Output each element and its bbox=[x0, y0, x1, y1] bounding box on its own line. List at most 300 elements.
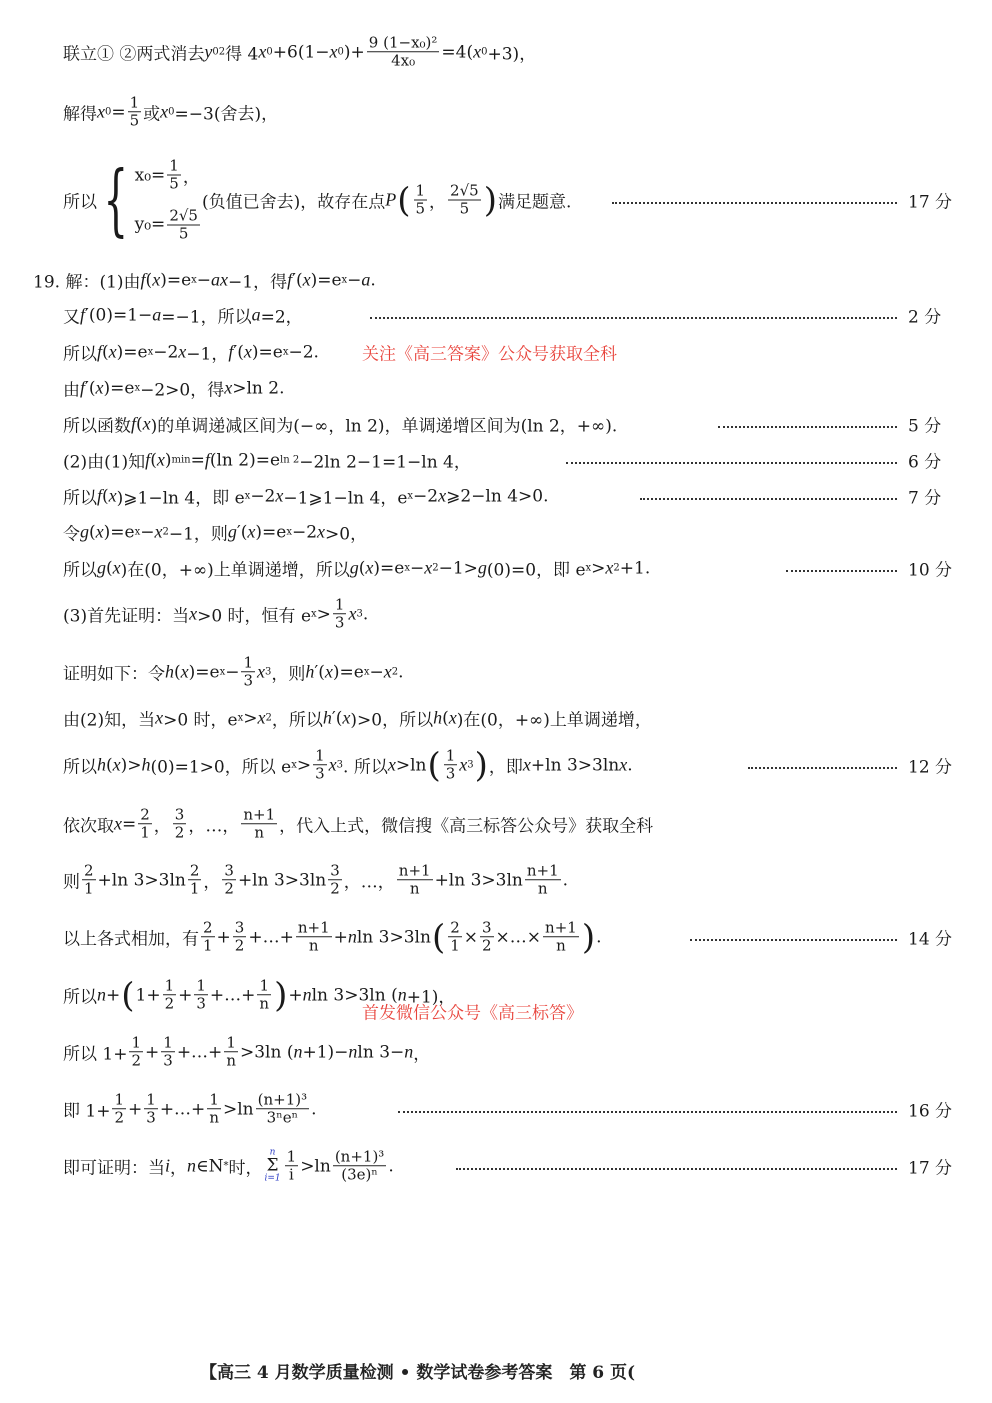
text-run: (3)首先证明：当 bbox=[63, 606, 190, 627]
text-run: 解得 bbox=[63, 104, 97, 125]
denominator: n bbox=[259, 994, 270, 1013]
watermark-text: 关注《高三答案》公众号获取全科 bbox=[362, 344, 617, 365]
superscript: x bbox=[219, 666, 226, 677]
denominator: n bbox=[226, 1051, 236, 1070]
math-variable: x bbox=[224, 377, 233, 398]
math-variable: x bbox=[317, 521, 326, 542]
denominator: 1 bbox=[189, 879, 200, 898]
superscript: x bbox=[407, 490, 414, 501]
dotted-leader bbox=[456, 1168, 897, 1170]
fraction bbox=[313, 747, 327, 783]
superscript: x bbox=[244, 490, 251, 501]
text-run: > bbox=[296, 755, 312, 775]
text-run: ( bbox=[102, 342, 109, 362]
fraction bbox=[257, 977, 271, 1013]
math-variable: g bbox=[477, 557, 487, 578]
denominator: n bbox=[537, 879, 548, 898]
numerator: 1 bbox=[163, 1033, 173, 1052]
fraction bbox=[241, 654, 255, 690]
text-run: − bbox=[409, 558, 425, 578]
numerator: 2 bbox=[189, 861, 200, 880]
text-run: )=e bbox=[251, 342, 283, 362]
fraction bbox=[167, 207, 200, 243]
text-run: 由 bbox=[63, 380, 80, 401]
text-run: (负值已舍去)，故存在点 bbox=[201, 192, 386, 213]
text-run: ， bbox=[203, 872, 221, 893]
subscript: 0 bbox=[266, 46, 273, 57]
fraction bbox=[163, 977, 177, 1013]
watermark-text: 首发微信公众号《高三标答》 bbox=[362, 1003, 583, 1024]
text-run: )+ bbox=[343, 42, 365, 62]
text-run: )=e bbox=[160, 270, 192, 290]
math-variable: a bbox=[152, 304, 162, 325]
fraction bbox=[161, 1034, 175, 1070]
solution-line bbox=[63, 1034, 430, 1070]
denominator: 1 bbox=[203, 936, 213, 955]
text-run: )> bbox=[120, 755, 142, 775]
solution-line bbox=[63, 706, 652, 731]
dotted-leader bbox=[748, 767, 897, 769]
math-variable: x bbox=[329, 41, 338, 62]
text-run: 又 bbox=[63, 307, 80, 328]
text-run: (2)由(1)知 bbox=[63, 452, 146, 473]
dotted-leader bbox=[398, 1111, 897, 1113]
superscript: x bbox=[311, 608, 317, 619]
text-run: 则 bbox=[63, 872, 80, 893]
numerator: 1 bbox=[146, 1090, 156, 1109]
math-variable: x bbox=[156, 449, 165, 470]
text-run: )=e bbox=[255, 522, 287, 542]
numerator: 2 bbox=[140, 805, 150, 824]
math-variable: f bbox=[80, 377, 86, 398]
text-run: )在(0，+∞)上单调递增， bbox=[456, 710, 652, 731]
score-label: 14 分 bbox=[908, 929, 953, 950]
text-run: +ln 3>3ln bbox=[530, 755, 620, 775]
text-run: ，代入上式，微信搜《高三标答公众号》获取全科 bbox=[279, 816, 654, 837]
numerator: 1 bbox=[415, 181, 426, 200]
system-row bbox=[135, 158, 202, 194]
denominator: 3ⁿeⁿ bbox=[266, 1108, 299, 1127]
text-run: =4( bbox=[441, 42, 474, 62]
system-row bbox=[135, 207, 202, 243]
math-variable: x bbox=[152, 269, 161, 290]
text-run: ′( bbox=[292, 270, 303, 290]
dotted-leader bbox=[786, 570, 897, 572]
numerator: 3 bbox=[224, 861, 234, 880]
text-run: > bbox=[591, 558, 606, 578]
fraction bbox=[82, 862, 96, 898]
text-run: . bbox=[596, 927, 602, 947]
superscript: 2 bbox=[432, 562, 439, 573]
math-variable: x bbox=[155, 707, 164, 728]
numerator: 1 bbox=[196, 976, 206, 995]
text-run: =2， bbox=[260, 307, 303, 328]
solution-line bbox=[63, 556, 650, 581]
text-run: . bbox=[562, 870, 569, 890]
summation bbox=[264, 1149, 280, 1184]
numerator: 1 bbox=[114, 1090, 125, 1109]
fraction bbox=[144, 1091, 158, 1127]
math-variable: x bbox=[114, 813, 122, 834]
text-run: )=e bbox=[116, 342, 148, 362]
math-variable: f bbox=[287, 269, 293, 290]
math-variable: x bbox=[112, 557, 121, 578]
fraction bbox=[138, 806, 152, 842]
math-variable: x bbox=[473, 41, 482, 62]
text-run: 联立① ②两式消去 bbox=[63, 44, 205, 65]
text-run: y₀= bbox=[134, 214, 166, 235]
text-run: )在(0，+∞)上单调递增，所以 bbox=[120, 560, 350, 581]
numerator: 9 (1−x₀)² bbox=[368, 33, 438, 52]
subscript: 0 bbox=[105, 106, 112, 117]
text-run: (0)=0，即 e bbox=[486, 560, 586, 581]
superscript: x bbox=[147, 346, 154, 357]
superscript: 2 bbox=[613, 562, 620, 573]
text-run: −1，得 bbox=[228, 272, 288, 293]
math-variable: g bbox=[227, 521, 237, 542]
bracket: ) bbox=[581, 917, 596, 957]
numerator: 3 bbox=[330, 861, 340, 880]
text-run: . bbox=[388, 1156, 394, 1176]
superscript: x bbox=[191, 274, 197, 285]
denominator: 2 bbox=[164, 994, 175, 1013]
numerator: n+1 bbox=[545, 918, 577, 937]
text-run: x₀= bbox=[134, 165, 166, 186]
text-run: )的单调递减区间为(−∞，ln 2)，单调递增区间为(ln 2，+∞). bbox=[150, 416, 618, 437]
math-variable: x bbox=[108, 341, 117, 362]
text-run: )=e bbox=[373, 558, 405, 578]
numerator: 2√5 bbox=[169, 206, 198, 224]
math-variable: x bbox=[324, 661, 333, 682]
solution-line bbox=[63, 376, 284, 401]
fraction bbox=[173, 806, 187, 842]
numerator: 2√5 bbox=[450, 181, 479, 200]
math-variable: n bbox=[397, 984, 407, 1005]
text-run: >ln bbox=[300, 1156, 331, 1176]
text-run: ( bbox=[174, 662, 181, 682]
equation-system bbox=[97, 155, 202, 245]
fraction bbox=[194, 977, 208, 1013]
numerator: n+1 bbox=[297, 918, 330, 937]
math-variable: h bbox=[433, 707, 443, 728]
page-footer: 【高三 4 月数学质量检测 • 数学试卷参考答案 第 6 页( bbox=[200, 1363, 636, 1383]
text-run: . bbox=[398, 662, 404, 682]
fraction bbox=[444, 747, 458, 783]
text-run: 由(2)知，当 bbox=[63, 710, 156, 731]
fraction bbox=[207, 1091, 221, 1127]
denominator: 2 bbox=[174, 823, 185, 842]
fraction bbox=[414, 182, 428, 218]
fraction bbox=[448, 919, 462, 955]
text-run: − bbox=[225, 662, 240, 682]
text-run: + bbox=[106, 985, 121, 1005]
numerator: 1 bbox=[243, 653, 254, 672]
numerator: 1 bbox=[445, 746, 456, 765]
math-variable: x bbox=[387, 754, 396, 775]
math-variable: a bbox=[251, 304, 261, 325]
text-run: + bbox=[145, 1042, 160, 1062]
score-label: 17 分 bbox=[908, 192, 953, 213]
score-label: 10 分 bbox=[908, 560, 953, 581]
text-run: ′( bbox=[233, 342, 244, 362]
denominator: n bbox=[308, 936, 319, 955]
text-run: +6(1− bbox=[272, 42, 330, 62]
text-run: =−1，所以 bbox=[161, 307, 252, 328]
text-run: ( bbox=[106, 558, 113, 578]
math-variable: P bbox=[385, 189, 397, 210]
math-variable: f bbox=[228, 341, 234, 362]
math-variable: h bbox=[322, 707, 332, 728]
denominator: 1 bbox=[84, 879, 94, 898]
denominator: 3 bbox=[196, 994, 206, 1013]
math-variable: x bbox=[247, 521, 256, 542]
math-variable: f bbox=[145, 449, 151, 470]
sum-lower: i=1 bbox=[264, 1173, 281, 1184]
text-run: +ln 3>3ln bbox=[434, 870, 523, 890]
subscript: min bbox=[171, 454, 191, 465]
fraction bbox=[397, 862, 433, 898]
numerator: (n+1)³ bbox=[257, 1090, 308, 1109]
text-run: −1⩾1−ln 4，e bbox=[283, 488, 408, 509]
text-run: . bbox=[311, 1099, 317, 1119]
math-variable: x bbox=[95, 521, 104, 542]
text-run: ，…， bbox=[343, 872, 395, 893]
superscript: 2 bbox=[218, 46, 226, 57]
solution-line bbox=[63, 1148, 394, 1184]
math-variable: x bbox=[178, 341, 187, 362]
denominator: 5 bbox=[129, 111, 140, 130]
text-run: −1， bbox=[186, 344, 229, 365]
denominator: 5 bbox=[415, 199, 426, 218]
math-variable: x bbox=[243, 341, 252, 362]
math-variable: x bbox=[180, 661, 189, 682]
numerator: 1 bbox=[164, 976, 175, 995]
numerator: 1 bbox=[334, 595, 345, 614]
denominator: (3e)ⁿ bbox=[341, 1165, 378, 1184]
text-run: −2. bbox=[288, 342, 319, 362]
text-run: −1> bbox=[438, 558, 478, 578]
text-run: )=e bbox=[310, 270, 342, 290]
text-run: ( bbox=[150, 450, 157, 470]
math-variable: g bbox=[349, 557, 359, 578]
text-run: )⩾1−ln 4，即 e bbox=[116, 488, 245, 509]
superscript: x bbox=[237, 712, 244, 723]
solution-line bbox=[63, 94, 278, 130]
superscript: x bbox=[341, 274, 348, 285]
numerator: 2 bbox=[203, 918, 213, 937]
fraction bbox=[525, 862, 561, 898]
math-variable: f bbox=[97, 341, 103, 362]
text-run: (ln 2)=e bbox=[209, 450, 281, 470]
text-run: + bbox=[216, 927, 231, 947]
text-run: ( bbox=[358, 558, 366, 578]
text-run: − bbox=[347, 270, 362, 290]
superscript: 3 bbox=[467, 759, 474, 770]
superscript: ln 2 bbox=[280, 454, 300, 465]
bracket: ( bbox=[397, 180, 411, 220]
text-run: 得 4 bbox=[225, 44, 259, 65]
math-variable: h bbox=[141, 754, 151, 775]
dotted-leader bbox=[612, 202, 897, 204]
math-variable: x bbox=[189, 603, 198, 624]
text-run: ，即 bbox=[488, 757, 523, 778]
text-run: ×…× bbox=[495, 927, 542, 947]
fraction bbox=[448, 182, 481, 218]
text-run: + bbox=[288, 985, 303, 1005]
solution-line bbox=[63, 155, 572, 245]
fraction bbox=[224, 1034, 238, 1070]
text-run: −1，则 bbox=[168, 524, 228, 545]
denominator: n bbox=[556, 936, 566, 955]
text-run: >0， bbox=[325, 524, 368, 545]
math-variable: n bbox=[187, 1155, 197, 1176]
fraction bbox=[256, 1091, 310, 1127]
score-label: 2 分 bbox=[908, 307, 942, 328]
superscript: x bbox=[363, 666, 370, 677]
text-run: )=e bbox=[103, 522, 135, 542]
math-variable: f bbox=[80, 304, 86, 325]
text-run: ∈N bbox=[196, 1156, 224, 1176]
score-label: 6 分 bbox=[908, 452, 942, 473]
dotted-leader bbox=[640, 498, 897, 500]
text-run: = bbox=[122, 814, 137, 834]
math-variable: g bbox=[97, 557, 106, 578]
text-run: . 所以 bbox=[343, 757, 388, 778]
math-variable: x bbox=[112, 754, 121, 775]
numerator: (n+1)³ bbox=[334, 1147, 385, 1166]
denominator: 2 bbox=[330, 879, 340, 898]
numerator: 3 bbox=[482, 918, 492, 937]
solution-line bbox=[63, 448, 471, 473]
denominator: n bbox=[409, 879, 420, 898]
math-variable: x bbox=[142, 413, 151, 434]
denominator: 2 bbox=[131, 1051, 142, 1070]
text-run: > bbox=[243, 708, 258, 728]
denominator: 5 bbox=[178, 224, 189, 243]
math-variable: x bbox=[365, 557, 374, 578]
math-variable: x bbox=[448, 707, 457, 728]
dotted-leader bbox=[690, 939, 897, 941]
text-run: +…+ bbox=[159, 1099, 206, 1119]
solution-line bbox=[63, 520, 367, 545]
text-run: ′(0)=1− bbox=[85, 305, 153, 325]
text-run: >0 时，e bbox=[163, 710, 238, 731]
text-run: − bbox=[196, 270, 212, 290]
system-rows bbox=[135, 158, 202, 243]
text-run: =−3(舍去)， bbox=[174, 104, 279, 125]
solution-line bbox=[63, 919, 602, 955]
numerator: n+1 bbox=[398, 861, 431, 880]
denominator: 3 bbox=[334, 613, 345, 632]
subscript: 0 bbox=[481, 46, 488, 57]
math-variable: n bbox=[293, 1041, 303, 1062]
text-run: × bbox=[463, 927, 478, 947]
fraction bbox=[480, 919, 494, 955]
subscript: 0 bbox=[337, 46, 344, 57]
text-run: ， bbox=[153, 816, 171, 837]
denominator: 2 bbox=[482, 936, 492, 955]
text-run: ( bbox=[89, 522, 96, 542]
superscript: x bbox=[286, 526, 292, 537]
numerator: 1 bbox=[209, 1090, 219, 1109]
text-run: >0 时，恒有 e bbox=[197, 606, 312, 627]
solution-line bbox=[63, 340, 319, 365]
math-variable: h bbox=[305, 661, 315, 682]
fraction bbox=[333, 1148, 387, 1184]
math-variable: x bbox=[258, 41, 267, 62]
math-variable: x bbox=[257, 661, 266, 682]
text-run: ( bbox=[106, 755, 113, 775]
text-run: +1)， bbox=[406, 987, 456, 1008]
text-run: 时， bbox=[228, 1158, 263, 1179]
text-run: −2 bbox=[153, 342, 179, 362]
text-run: 1+ bbox=[135, 985, 161, 1005]
math-variable: y bbox=[204, 41, 213, 62]
text-run: +3)， bbox=[487, 44, 537, 65]
bracket: ( bbox=[121, 975, 135, 1015]
denominator: i bbox=[289, 1165, 294, 1184]
text-run: > bbox=[316, 604, 331, 624]
text-run: ln 3>3ln ( bbox=[311, 985, 398, 1005]
superscript: 3 bbox=[265, 666, 272, 677]
text-run: −2>0，得 bbox=[140, 380, 225, 401]
text-run: + bbox=[333, 927, 348, 947]
solution-line bbox=[33, 268, 376, 293]
math-variable: x bbox=[348, 603, 357, 624]
text-run: ， bbox=[182, 167, 200, 188]
math-variable: x bbox=[383, 661, 392, 682]
text-run: ，…， bbox=[188, 816, 240, 837]
text-run: −2 bbox=[250, 486, 276, 506]
superscript: 2 bbox=[162, 526, 169, 537]
math-variable: x bbox=[108, 485, 117, 506]
fraction bbox=[233, 919, 247, 955]
score-label: 7 分 bbox=[908, 488, 942, 509]
fraction bbox=[188, 862, 202, 898]
text-run: = bbox=[190, 450, 205, 470]
superscript: 3 bbox=[356, 608, 363, 619]
text-run: )=e bbox=[103, 378, 135, 398]
denominator: 1 bbox=[450, 936, 460, 955]
text-run: ，所以 bbox=[271, 710, 323, 731]
math-variable: x bbox=[275, 485, 284, 506]
denominator: 2 bbox=[234, 936, 245, 955]
text-run: 令 bbox=[63, 524, 80, 545]
numerator: n+1 bbox=[526, 861, 559, 880]
text-run: ⩾2−ln 4>0. bbox=[446, 486, 549, 506]
superscript: 2 bbox=[391, 666, 399, 677]
text-run: +…+ bbox=[209, 985, 256, 1005]
denominator: 2 bbox=[224, 879, 234, 898]
fraction bbox=[367, 34, 440, 70]
numerator: 1 bbox=[226, 1033, 236, 1052]
math-variable: f bbox=[97, 485, 103, 506]
denominator: 3 bbox=[445, 764, 456, 783]
text-run: +ln 3>3ln bbox=[237, 870, 327, 890]
math-variable: f bbox=[140, 269, 146, 290]
bracket: ) bbox=[474, 745, 488, 785]
math-variable: x bbox=[424, 557, 433, 578]
numerator: 2 bbox=[450, 918, 460, 937]
text-run: ln 3− bbox=[357, 1042, 405, 1062]
denominator: n bbox=[254, 823, 265, 842]
superscript: x bbox=[404, 562, 410, 573]
math-variable: x bbox=[97, 101, 105, 122]
solution-line bbox=[63, 747, 633, 783]
superscript: x bbox=[585, 562, 592, 573]
text-run: +ln 3>3ln bbox=[97, 870, 186, 890]
text-run: 证明如下：令 bbox=[63, 664, 165, 685]
